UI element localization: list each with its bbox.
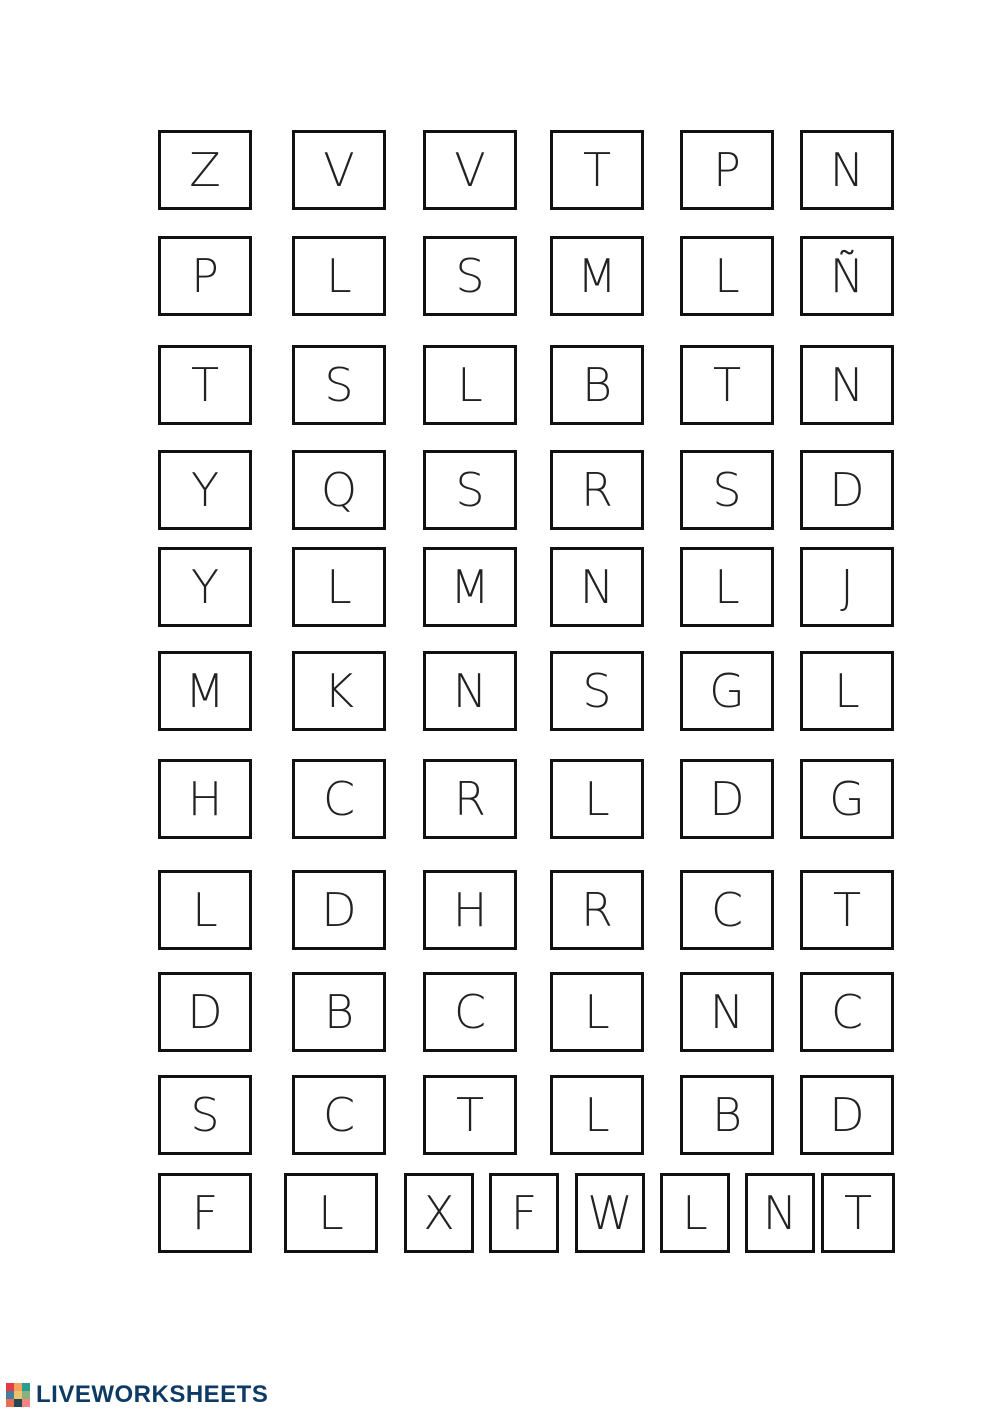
letter-tile[interactable]: L <box>158 870 252 950</box>
letter-tile[interactable]: L <box>550 972 644 1052</box>
letter-tile[interactable]: H <box>158 759 252 839</box>
letter-tile[interactable]: Y <box>158 547 252 627</box>
letter-tile[interactable]: Y <box>158 450 252 530</box>
letter-tile[interactable]: C <box>800 972 894 1052</box>
letter-tile[interactable]: G <box>800 759 894 839</box>
letter-tile[interactable]: L <box>550 759 644 839</box>
letter-tile[interactable]: L <box>550 1075 644 1155</box>
letter-tile[interactable]: N <box>550 547 644 627</box>
brand-name: LIVEWORKSHEETS <box>36 1381 269 1408</box>
letter-tile[interactable]: T <box>158 345 252 425</box>
letter-tile[interactable]: X <box>404 1173 474 1253</box>
letter-tile[interactable]: C <box>292 759 386 839</box>
letter-tile[interactable]: P <box>680 130 774 210</box>
letter-tile[interactable]: D <box>292 870 386 950</box>
letter-tile[interactable]: L <box>292 236 386 316</box>
letter-tile[interactable]: S <box>292 345 386 425</box>
letter-tile[interactable]: D <box>800 450 894 530</box>
letter-tile[interactable]: W <box>575 1173 645 1253</box>
letter-tile[interactable]: K <box>292 651 386 731</box>
letter-tile[interactable]: L <box>423 345 517 425</box>
letter-tile[interactable]: B <box>680 1075 774 1155</box>
letter-tile[interactable]: V <box>423 130 517 210</box>
footer-branding <box>6 1382 268 1408</box>
letter-tile[interactable]: Z <box>158 130 252 210</box>
letter-tile[interactable]: T <box>821 1173 895 1253</box>
letter-tile[interactable]: L <box>660 1173 730 1253</box>
letter-tile[interactable]: D <box>680 759 774 839</box>
liveworksheets-logo-icon <box>6 1383 32 1407</box>
letter-tile[interactable]: S <box>158 1075 252 1155</box>
letter-tile[interactable]: C <box>680 870 774 950</box>
letter-tile[interactable]: L <box>292 547 386 627</box>
letter-tile[interactable]: T <box>680 345 774 425</box>
letter-tile[interactable]: H <box>423 870 517 950</box>
letter-tile[interactable]: F <box>158 1173 252 1253</box>
letter-tile[interactable]: M <box>158 651 252 731</box>
letter-tile[interactable]: N <box>680 972 774 1052</box>
letter-tile[interactable]: T <box>550 130 644 210</box>
letter-tile[interactable]: L <box>680 236 774 316</box>
letter-tile[interactable]: G <box>680 651 774 731</box>
letter-tile[interactable]: Q <box>292 450 386 530</box>
letter-tile[interactable]: N <box>800 130 894 210</box>
letter-tile[interactable]: N <box>423 651 517 731</box>
letter-tile[interactable]: S <box>680 450 774 530</box>
letter-tile[interactable]: N <box>800 345 894 425</box>
letter-tile[interactable]: V <box>292 130 386 210</box>
letter-tile[interactable]: D <box>158 972 252 1052</box>
letter-tile[interactable]: C <box>292 1075 386 1155</box>
letter-tile[interactable]: B <box>550 345 644 425</box>
letter-tile[interactable]: T <box>800 870 894 950</box>
letter-tile[interactable]: B <box>292 972 386 1052</box>
letter-tile[interactable]: R <box>550 450 644 530</box>
letter-tile[interactable]: F <box>489 1173 559 1253</box>
letter-tile[interactable]: D <box>800 1075 894 1155</box>
letter-tile[interactable]: P <box>158 236 252 316</box>
letter-tile[interactable]: M <box>550 236 644 316</box>
letter-tile[interactable]: S <box>550 651 644 731</box>
letter-tile[interactable]: J <box>800 547 894 627</box>
letter-tile[interactable]: L <box>284 1173 378 1253</box>
letter-tile[interactable]: T <box>423 1075 517 1155</box>
letter-tile[interactable]: M <box>423 547 517 627</box>
letter-tile[interactable]: L <box>800 651 894 731</box>
letter-tile[interactable]: L <box>680 547 774 627</box>
letter-tile[interactable]: N <box>745 1173 815 1253</box>
letter-tile[interactable]: R <box>423 759 517 839</box>
letter-tile[interactable]: S <box>423 450 517 530</box>
letter-tile[interactable]: Ñ <box>800 236 894 316</box>
letter-tile[interactable]: R <box>550 870 644 950</box>
letter-tile[interactable]: C <box>423 972 517 1052</box>
letter-tile[interactable]: S <box>423 236 517 316</box>
